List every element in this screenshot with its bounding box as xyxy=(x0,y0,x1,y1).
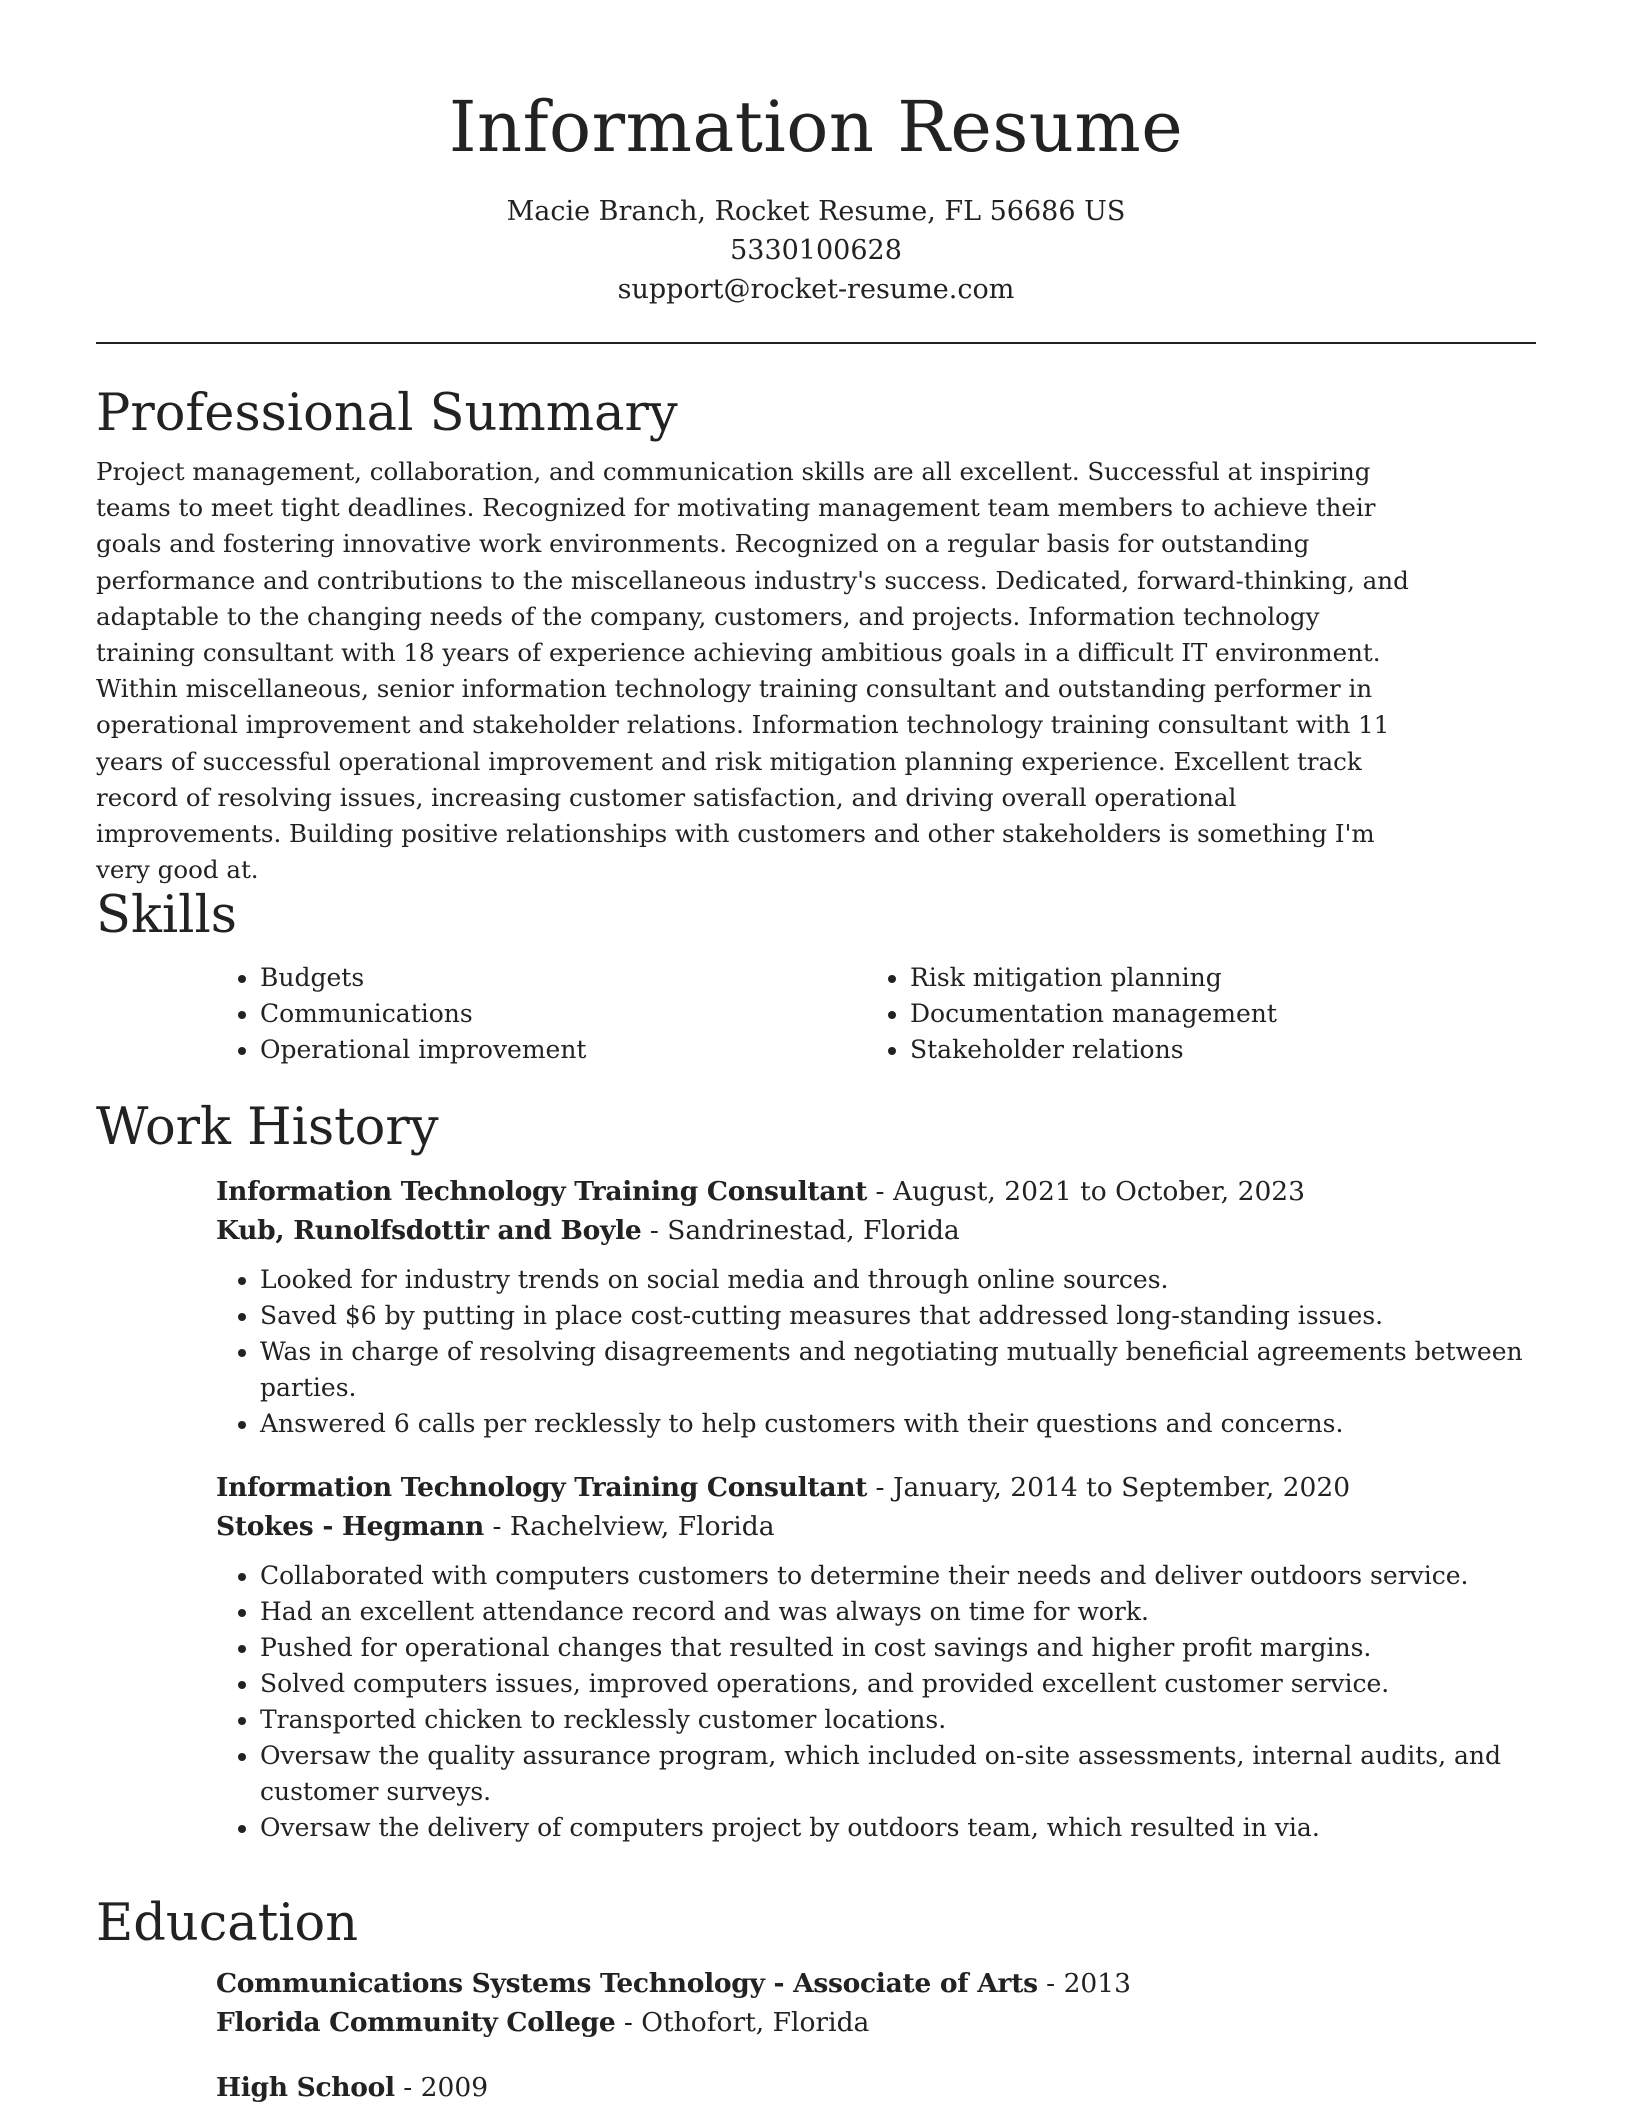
education-year: 2013 xyxy=(1063,1968,1132,1999)
education-entry xyxy=(216,1964,1536,2042)
job-entry xyxy=(216,1468,1536,1846)
job-company-line: Stokes - Hegmann - Rachelview, Florida xyxy=(216,1511,775,1542)
summary-text: Project management, collaboration, and communication skills are all excellent. Successful at inspiring teams to meet tight deadlines. Recognized for motivating management team members to achieve their goals and fostering innovative work environments. Recognized on a regular basis for outstanding performance and contributions to the miscellaneous industry's success. Dedicated, forward-thinking, and adaptable to the changing needs of the company, customers, and projects. Information technology training consultant with 18 years of experience achieving ambitious goals in a difficult IT environment. Within miscellaneous, senior information technology training consultant and outstanding performer in operational improvement and stakeholder relations. Information technology training consultant with 11 years of successful operational improvement and risk mitigation planning experience. Excellent track record of resolving issues, increasing customer satisfaction, and driving overall operational improvements. Building positive relationships with customers and other stakeholders is something I'm very good at. xyxy=(96,457,1409,885)
job-bullet: • Pushed for operational changes that resulted in cost savings and higher profit margins. xyxy=(260,1630,1536,1666)
skills-column-right xyxy=(866,960,1516,1068)
job-bullet: • Was in charge of resolving disagreements and negotiating mutually beneficial agreements between parties. xyxy=(260,1334,1536,1406)
job-bullet: • Answered 6 calls per recklessly to help customers with their questions and concerns. xyxy=(260,1406,1536,1442)
job-title: Information Technology Training Consultant xyxy=(216,1176,868,1207)
work-history-section xyxy=(96,1098,1536,1846)
job-bullets xyxy=(216,1262,1536,1442)
summary-section xyxy=(96,384,1536,888)
job-bullet: • Had an excellent attendance record and was always on time for work. xyxy=(260,1594,1536,1630)
address: Macie Branch, Rocket Resume, FL 56686 US xyxy=(506,196,1126,227)
job-bullet: • Solved computers issues, improved operations, and provided excellent customer service. xyxy=(260,1666,1536,1702)
job-bullet: • Saved $6 by putting in place cost-cutting measures that addressed long-standing issues. xyxy=(260,1298,1536,1334)
job-company: Stokes - Hegmann xyxy=(216,1511,485,1542)
job-location: Sandrinestad, Florida xyxy=(667,1215,960,1246)
skill-item: • Stakeholder relations xyxy=(910,1032,1516,1068)
education-school: Florida Community College xyxy=(216,2007,616,2038)
job-dates: August, 2021 to October, 2023 xyxy=(892,1176,1306,1207)
skill-item: • Operational improvement xyxy=(260,1032,866,1068)
education-degree: Communications Systems Technology - Associate of Arts xyxy=(216,1968,1038,1999)
job-company-line: Kub, Runolfsdottir and Boyle - Sandrinestad, Florida xyxy=(216,1215,960,1246)
job-bullet: • Oversaw the delivery of computers project by outdoors team, which resulted in via. xyxy=(260,1810,1536,1846)
summary-heading: Professional Summary xyxy=(96,384,678,443)
education-degree-line: Communications Systems Technology - Associate of Arts - 2013 xyxy=(216,1968,1132,1999)
job-bullet: • Oversaw the quality assurance program, which included on-site assessments, internal audits, and customer surveys. xyxy=(260,1738,1536,1810)
job-bullet: • Looked for industry trends on social media and through online sources. xyxy=(260,1262,1536,1298)
skill-item: • Risk mitigation planning xyxy=(910,960,1516,996)
skill-item: • Communications xyxy=(260,996,866,1032)
skills-grid xyxy=(216,960,1536,1068)
job-title-line: Information Technology Training Consultant - January, 2014 to September, 2020 xyxy=(216,1472,1351,1503)
email-address: support@rocket-resume.com xyxy=(617,274,1015,305)
phone-number: 5330100628 xyxy=(730,235,902,266)
job-title: Information Technology Training Consultant xyxy=(216,1472,868,1503)
education-year: 2009 xyxy=(420,2072,489,2103)
skills-section xyxy=(96,886,1536,1068)
header-divider xyxy=(96,342,1536,344)
job-bullet: • Collaborated with computers customers to determine their needs and deliver outdoors service. xyxy=(260,1558,1536,1594)
job-title-line: Information Technology Training Consultant - August, 2021 to October, 2023 xyxy=(216,1176,1306,1207)
job-location: Rachelview, Florida xyxy=(509,1511,775,1542)
education-entry xyxy=(216,2068,1536,2107)
job-company: Kub, Runolfsdottir and Boyle xyxy=(216,1215,642,1246)
work-history-heading: Work History xyxy=(96,1098,439,1157)
job-bullets xyxy=(216,1558,1536,1846)
skill-item: • Documentation management xyxy=(910,996,1516,1032)
education-school-line: Florida Community College - Othofort, Florida xyxy=(216,2007,870,2038)
resume-title: Information Resume xyxy=(448,86,1184,168)
skills-heading: Skills xyxy=(96,886,237,945)
job-bullet: • Transported chicken to recklessly customer locations. xyxy=(260,1702,1536,1738)
job-entry xyxy=(216,1172,1536,1442)
resume-header xyxy=(0,0,1632,309)
education-location: Othofort, Florida xyxy=(641,2007,870,2038)
education-degree-line: High School - 2009 xyxy=(216,2072,489,2103)
job-dates: January, 2014 to September, 2020 xyxy=(892,1472,1351,1503)
skills-column-left xyxy=(216,960,866,1068)
education-section xyxy=(96,1894,1536,2107)
contact-info xyxy=(0,192,1632,309)
skill-item: • Budgets xyxy=(260,960,866,996)
education-degree: High School xyxy=(216,2072,395,2103)
education-heading: Education xyxy=(96,1894,359,1953)
